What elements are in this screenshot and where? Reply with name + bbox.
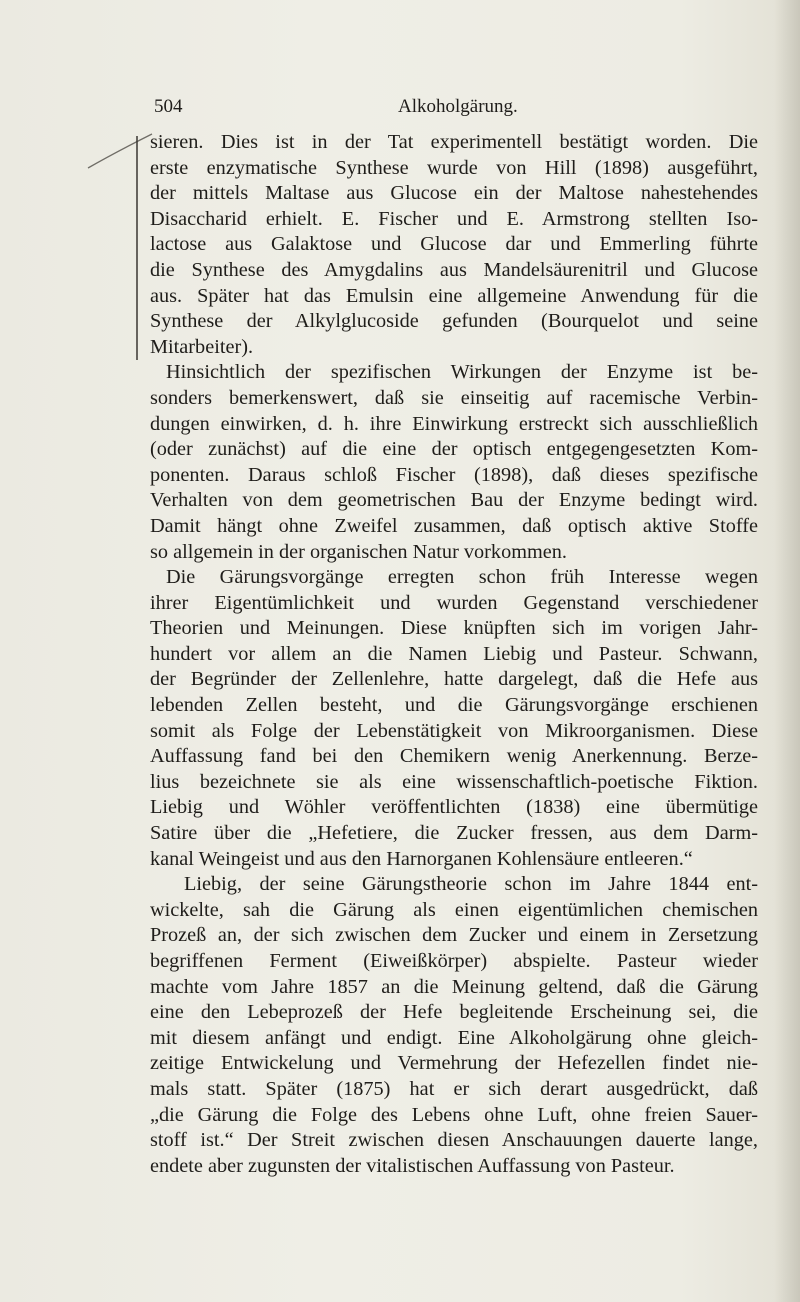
text-line: Verhalten von dem geometrischen Bau der Enzyme bedingt wird. — [150, 489, 758, 512]
text-line: so allgemein in der organischen Natur vorkommen. — [150, 540, 567, 563]
text-line: Liebig, der seine Gärungstheorie schon im Jahre 1844 ent- — [184, 873, 758, 896]
text-line: Hinsichtlich der spezifischen Wirkungen der Enzyme ist be- — [166, 361, 758, 384]
page-header — [154, 96, 758, 122]
text-line: Synthese der Alkylglucoside gefunden (Bourquelot und seine — [150, 310, 758, 333]
text-line: Die Gärungsvorgänge erregten schon früh Interesse wegen — [166, 566, 758, 589]
text-line: lebenden Zellen besteht, und die Gärungsvorgänge erschienen — [150, 694, 758, 717]
text-line: sieren. Dies ist in der Tat experimentell bestätigt worden. Die — [150, 131, 758, 153]
running-title: Alkoholgärung. — [398, 96, 518, 117]
text-line: hundert vor allem an die Namen Liebig und Pasteur. Schwann, — [150, 642, 758, 665]
text-line: Disaccharid erhielt. E. Fischer und E. Armstrong stellten Iso- — [150, 207, 758, 230]
text-line: die Synthese des Amygdalins aus Mandelsäurenitril und Glucose — [150, 258, 758, 281]
text-line: (oder zunächst) auf die eine der optisch entgegengesetzten Kom- — [150, 438, 758, 461]
text-line: Auffassung fand bei den Chemikern wenig Anerkennung. Berze- — [150, 745, 758, 768]
text-line: Prozeß an, der sich zwischen dem Zucker und einem in Zersetzung — [150, 924, 758, 947]
text-line: Mitarbeiter). — [150, 335, 254, 358]
text-line: wickelte, sah die Gärung als einen eigentümlichen chemischen — [150, 898, 758, 921]
text-line: begriffenen Ferment (Eiweißkörper) abspielte. Pasteur wieder — [150, 950, 758, 972]
text-line: mals statt. Später (1875) hat er sich derart ausgedrückt, daß — [150, 1077, 758, 1100]
text-line: „die Gärung die Folge des Lebens ohne Luft, ohne freien Sauer- — [150, 1103, 758, 1126]
text-line: mit diesem anfängt und endigt. Eine Alkoholgärung ohne gleich- — [150, 1026, 758, 1049]
text-line: dungen einwirken, d. h. ihre Einwirkung erstreckt sich ausschließlich — [150, 412, 758, 435]
text-line: ponenten. Daraus schloß Fischer (1898), daß dieses spezifische — [150, 463, 758, 486]
margin-pencil-line — [136, 136, 138, 360]
text-line: der Begründer der Zellenlehre, hatte dargelegt, daß die Hefe aus — [150, 668, 758, 691]
text-line: somit als Folge der Lebenstätigkeit von Mikroorganismen. Diese — [150, 719, 758, 742]
text-line: lactose aus Galaktose und Glucose dar und Emmerling führte — [150, 233, 758, 256]
text-line: Satire über die „Hefetiere, die Zucker fressen, aus dem Darm- — [150, 822, 758, 845]
text-line: kanal Weingeist und aus den Harnorganen Kohlensäure entleeren.“ — [150, 847, 693, 870]
text-line: ihrer Eigentümlichkeit und wurden Gegenstand verschiedener — [150, 591, 758, 614]
text-line: endete aber zugunsten der vitalistischen Auffassung von Pasteur. — [150, 1154, 675, 1177]
margin-pencil-stroke — [86, 130, 156, 170]
text-line: zeitige Entwickelung und Vermehrung der Hefezellen findet nie- — [150, 1052, 758, 1075]
text-line: sonders bemerkenswert, daß sie einseitig auf racemische Verbin- — [150, 386, 758, 409]
text-line: eine den Lebeprozeß der Hefe begleitende Erscheinung sei, die — [150, 1001, 758, 1024]
text-line: stoff ist.“ Der Streit zwischen diesen Anschauungen dauerte lange, — [150, 1129, 758, 1152]
text-line: erste enzymatische Synthese wurde von Hill (1898) ausgeführt, — [150, 156, 758, 179]
text-line: der mittels Maltase aus Glucose ein der Maltose nahestehendes — [150, 182, 758, 205]
page-number: 504 — [154, 96, 183, 117]
text-line: Damit hängt ohne Zweifel zusammen, daß optisch aktive Stoffe — [150, 514, 758, 537]
text-line: Liebig und Wöhler veröffentlichten (1838) eine übermütige — [150, 796, 758, 819]
text-line: machte vom Jahre 1857 an die Meinung geltend, daß die Gärung — [150, 975, 758, 998]
text-line: lius bezeichnete sie als eine wissenschaftlich-poetische Fiktion. — [150, 770, 758, 793]
page-edge-shadow — [774, 0, 800, 1302]
text-line: Theorien und Meinungen. Diese knüpften sich im vorigen Jahr- — [150, 617, 758, 640]
text-line: aus. Später hat das Emulsin eine allgemeine Anwendung für die — [150, 284, 758, 307]
body-text — [150, 130, 758, 1179]
